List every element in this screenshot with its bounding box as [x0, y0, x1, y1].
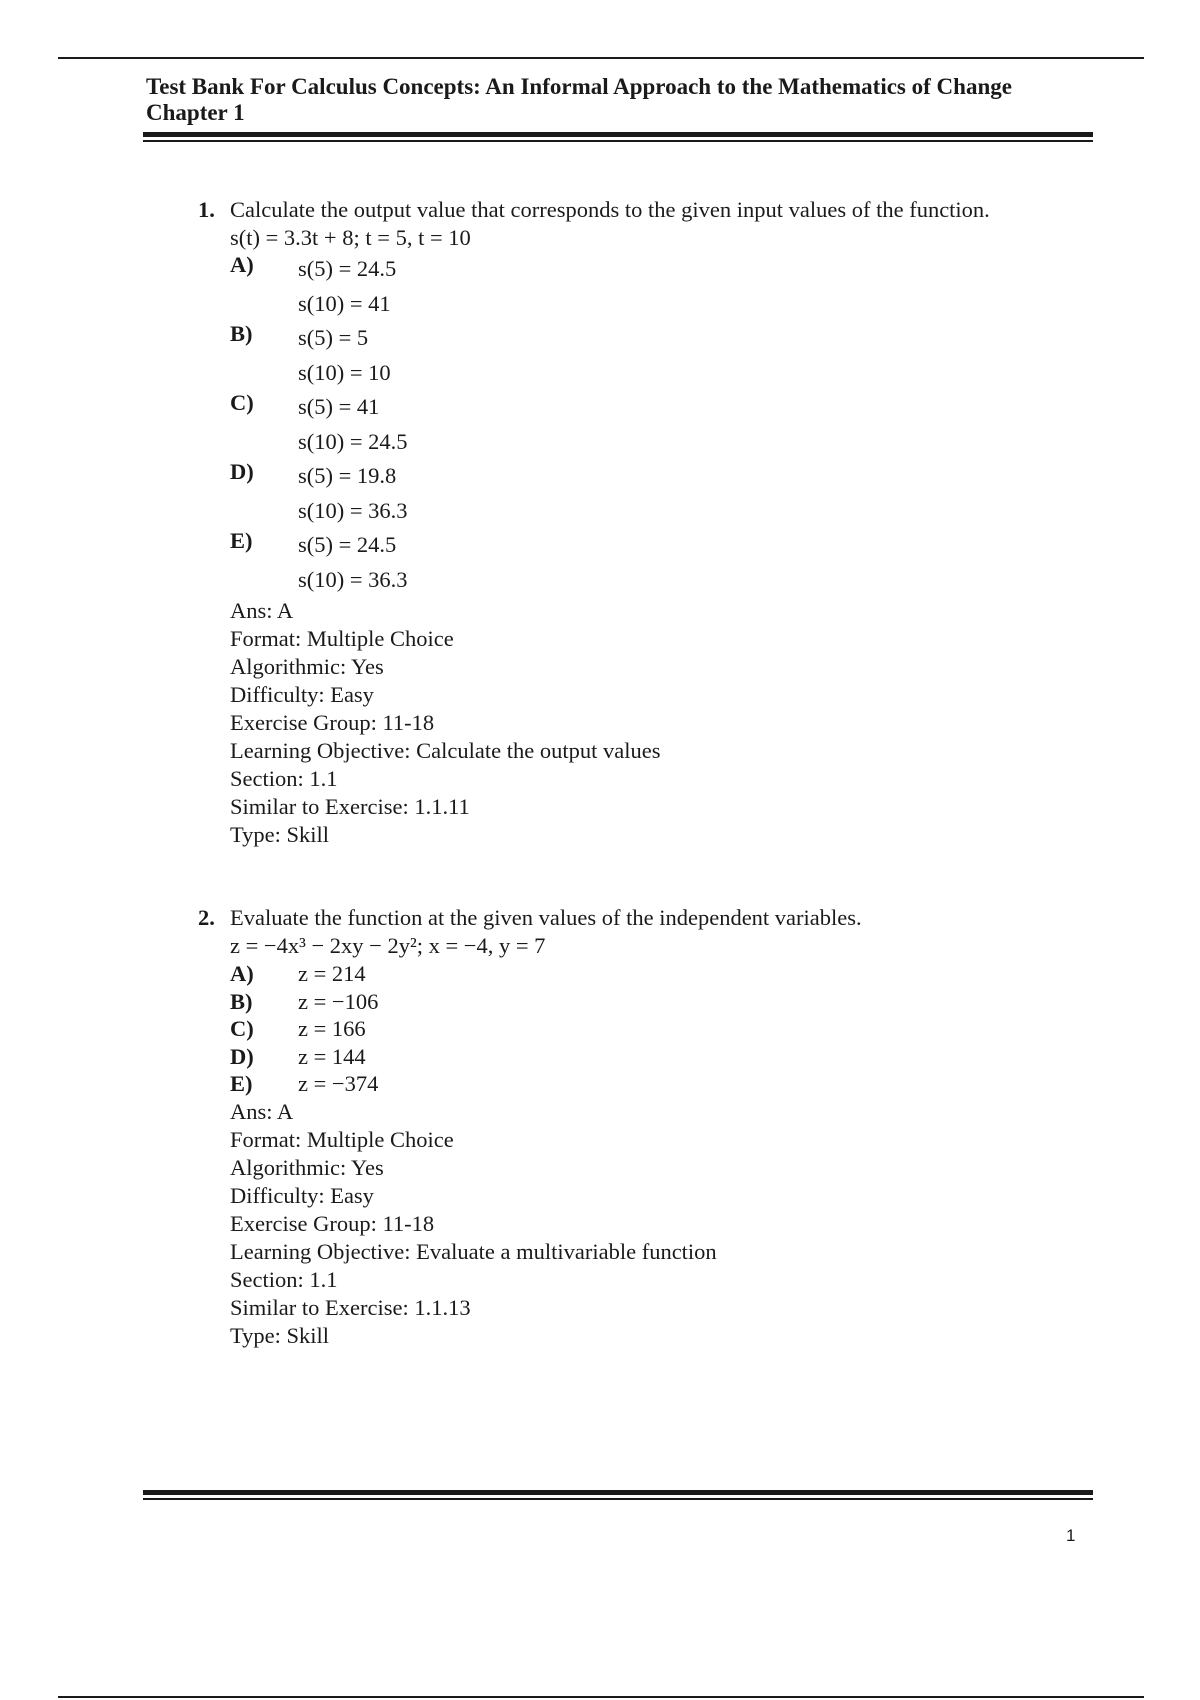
question-expression: s(t) = 3.3t + 8; t = 5, t = 10 — [230, 225, 471, 250]
type-field: Type: Skill — [230, 1322, 330, 1348]
option-letter: D) — [230, 1043, 254, 1069]
option-line: s(5) = 41 — [298, 394, 380, 419]
similar-exercise-field: Similar to Exercise: 1.1.11 — [230, 794, 470, 819]
option-a — [230, 960, 1098, 988]
option-letter: B) — [230, 988, 253, 1014]
option-e — [230, 528, 1098, 597]
option-letter: A) — [230, 252, 254, 277]
difficulty-field: Difficulty: Easy — [230, 1182, 374, 1208]
page-top-rule — [58, 57, 1144, 59]
option-b — [230, 988, 1098, 1016]
header-double-rule — [143, 132, 1093, 142]
section-field: Section: 1.1 — [230, 1266, 338, 1292]
question-1 — [198, 196, 1098, 849]
option-letter: A) — [230, 961, 254, 986]
option-d — [230, 459, 1098, 528]
option-line: s(5) = 24.5 — [298, 256, 397, 281]
question-number: 1. — [198, 197, 215, 222]
option-b — [230, 321, 1098, 390]
option-line: s(10) = 41 — [298, 290, 391, 316]
difficulty-field: Difficulty: Easy — [230, 682, 374, 707]
option-letter: C) — [230, 1016, 254, 1041]
option-line: s(10) = 10 — [298, 359, 391, 385]
answer-key: Ans: A — [230, 1098, 294, 1124]
option-line: z = 214 — [298, 961, 366, 986]
document-header — [146, 74, 1106, 126]
option-line: s(10) = 24.5 — [298, 428, 408, 454]
page-bottom-rule — [58, 1696, 1144, 1698]
question-expression: z = −4x³ − 2xy − 2y²; x = −4, y = 7 — [230, 933, 546, 958]
question-metadata — [230, 1098, 1098, 1350]
type-field: Type: Skill — [230, 822, 330, 847]
format-field: Format: Multiple Choice — [230, 1126, 454, 1152]
option-letter: B) — [230, 321, 253, 346]
question-metadata — [230, 597, 1098, 849]
chapter-label: Chapter 1 — [146, 100, 245, 125]
question-prompt: Calculate the output value that corresponds to the given input values of the function. — [230, 197, 990, 222]
option-line: z = 144 — [298, 1043, 366, 1069]
option-line: z = −374 — [298, 1071, 379, 1096]
answer-key: Ans: A — [230, 598, 294, 623]
algorithmic-field: Algorithmic: Yes — [230, 654, 384, 679]
similar-exercise-field: Similar to Exercise: 1.1.13 — [230, 1294, 471, 1320]
option-c — [230, 1015, 1098, 1043]
option-letter: E) — [230, 1071, 253, 1096]
format-field: Format: Multiple Choice — [230, 626, 454, 651]
option-line: s(5) = 19.8 — [298, 463, 397, 488]
question-2 — [198, 904, 1098, 1350]
option-letter: D) — [230, 459, 254, 484]
exercise-group-field: Exercise Group: 11-18 — [230, 1210, 435, 1236]
learning-objective-field: Learning Objective: Evaluate a multivariable function — [230, 1238, 717, 1264]
option-c — [230, 390, 1098, 459]
footer-double-rule — [143, 1490, 1093, 1500]
option-line: s(10) = 36.3 — [298, 497, 408, 523]
option-line: s(5) = 24.5 — [298, 532, 397, 557]
learning-objective-field: Learning Objective: Calculate the output values — [230, 738, 661, 763]
option-letter: C) — [230, 390, 254, 415]
option-a — [230, 252, 1098, 321]
algorithmic-field: Algorithmic: Yes — [230, 1154, 384, 1180]
page-number: 1 — [1066, 1526, 1076, 1545]
option-line: z = 166 — [298, 1016, 366, 1041]
option-e — [230, 1070, 1098, 1098]
question-number: 2. — [198, 905, 215, 930]
document-title: Test Bank For Calculus Concepts: An Informal Approach to the Mathematics of Change — [146, 74, 1012, 99]
option-d — [230, 1043, 1098, 1071]
option-line: s(10) = 36.3 — [298, 566, 408, 592]
option-letter: E) — [230, 528, 253, 553]
option-line: z = −106 — [298, 988, 379, 1014]
section-field: Section: 1.1 — [230, 766, 338, 791]
question-prompt: Evaluate the function at the given values of the independent variables. — [230, 905, 862, 930]
exercise-group-field: Exercise Group: 11-18 — [230, 710, 435, 735]
option-line: s(5) = 5 — [298, 325, 369, 350]
